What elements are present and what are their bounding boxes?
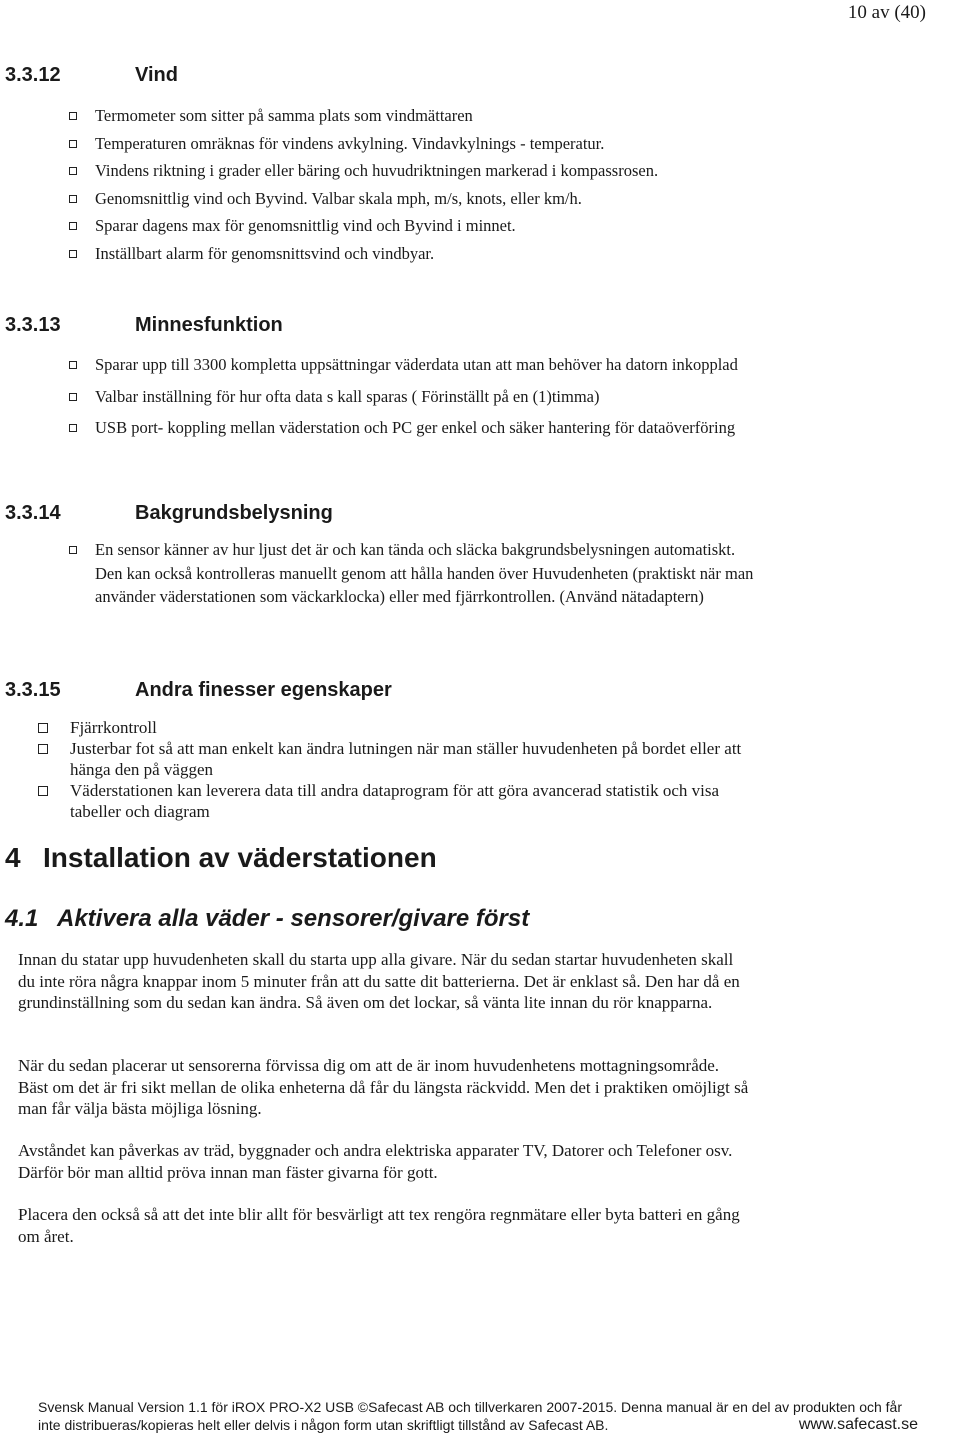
checkbox-bullet-icon (38, 786, 48, 796)
list-item: USB port- koppling mellan väderstation och PC ger enkel och säker hantering för dataöverföring (95, 416, 755, 440)
section-title: Minnesfunktion (135, 314, 283, 336)
page-footer (38, 1398, 960, 1434)
footer-row (38, 1416, 918, 1434)
list-item: Temperaturen omräknas för vindens avkylning. Vindavkylnings - temperatur. (95, 132, 755, 156)
list-item: Valbar inställning för hur ofta data s kall sparas ( Förinställt på en (1)timma) (95, 385, 755, 409)
checkbox-bullet-icon (69, 167, 77, 175)
paragraph: Innan du statar upp huvudenheten skall du starta upp alla givare. När du sedan startar huvudenheten skall du inte röra några knappar inom 5 minuter från att du satte dit batterierna. Det är enklast så. Den har då en grundinställning som du sedan kan ändra. Så även om det lockar, så vänta lite innan du rör knapparna. (18, 950, 740, 1012)
list-item: En sensor känner av hur ljust det är och kan tända och släcka bakgrundsbelysningen automatiskt. Den kan också kontrolleras manuellt genom att hålla handen över Huvudenheten (praktiskt när man använder väderstationen som väckarklocka) eller med fjärrkontrollen. (Använd nätadaptern) (95, 538, 755, 609)
subchapter-title: Aktivera alla väder - sensorer/givare först (57, 905, 530, 932)
paragraph: När du sedan placerar ut sensorerna förvissa dig om att de är inom huvudenhetens mottagningsområde. Bäst om det är fri sikt mellan de olika enheterna då får du längsta räckvidd. Men det i praktiken omöjligt så man får välja bästa möjliga lösning. (18, 1056, 749, 1118)
section-title: Bakgrundsbelysning (135, 502, 333, 524)
section-number: 3.3.14 (5, 502, 61, 524)
subchapter-number: 4.1 (5, 905, 39, 932)
chapter-number: 4 (5, 842, 21, 873)
bullet-list (70, 717, 750, 822)
list-item: Termometer som sitter på samma plats som vindmättaren (95, 104, 755, 128)
footer-website-link[interactable]: www.safecast.se (798, 1416, 918, 1433)
paragraph: Placera den också så att det inte blir allt för besvärligt att tex rengöra regnmätare eller byta batteri en gång om året. (18, 1205, 740, 1246)
section-number: 3.3.15 (5, 679, 61, 701)
checkbox-bullet-icon (38, 723, 48, 733)
bullet-list (95, 104, 755, 265)
checkbox-bullet-icon (69, 195, 77, 203)
section-title: Vind (135, 64, 178, 86)
checkbox-bullet-icon (69, 112, 77, 120)
checkbox-bullet-icon (38, 744, 48, 754)
list-item: Sparar upp till 3300 kompletta uppsättningar väderdata utan att man behöver ha datorn inkopplad (95, 353, 755, 377)
list-item: Väderstationen kan leverera data till andra dataprogram för att göra avancerad statistik och visa tabeller och diagram (70, 780, 750, 822)
bullet-list (95, 538, 755, 609)
section-title: Andra finesser egenskaper (135, 679, 392, 701)
checkbox-bullet-icon (69, 222, 77, 230)
chapter-title: Installation av väderstationen (43, 842, 437, 873)
list-item: Justerbar fot så att man enkelt kan ändra lutningen när man ställer huvudenheten på bordet eller att hänga den på väggen (70, 738, 750, 780)
list-item: Inställbart alarm för genomsnittsvind och vindbyar. (95, 242, 755, 266)
list-item: Fjärrkontroll (70, 717, 750, 738)
footer-notice: inte distribueras/kopieras helt eller delvis i någon form utan skriftligt tillstånd av Safecast AB. (38, 1417, 609, 1433)
chapter-heading (5, 842, 437, 874)
footer-copyright: Svensk Manual Version 1.1 för iROX PRO-X2 USB ©Safecast AB och tillverkaren 2007-2015. Denna manual är en del av produkten och får (38, 1399, 903, 1415)
checkbox-bullet-icon (69, 361, 77, 369)
checkbox-bullet-icon (69, 546, 77, 554)
checkbox-bullet-icon (69, 250, 77, 258)
checkbox-bullet-icon (69, 424, 77, 432)
subchapter-heading (5, 905, 529, 933)
list-item: Sparar dagens max för genomsnittlig vind och Byvind i minnet. (95, 214, 755, 238)
checkbox-bullet-icon (69, 140, 77, 148)
bullet-list (95, 353, 755, 440)
list-item: Genomsnittlig vind och Byvind. Valbar skala mph, m/s, knots, eller km/h. (95, 187, 755, 211)
section-number: 3.3.13 (5, 314, 61, 336)
page-number: 10 av (40) (847, 2, 926, 23)
list-item: Vindens riktning i grader eller bäring och huvudriktningen markerad i kompassrosen. (95, 159, 755, 183)
checkbox-bullet-icon (69, 393, 77, 401)
section-number: 3.3.12 (5, 64, 61, 86)
paragraph: Avståndet kan påverkas av träd, byggnader och andra elektriska apparater TV, Datorer och Telefoner osv. Därför bör man alltid pröva innan man fäster givarna för gott. (18, 1141, 733, 1182)
